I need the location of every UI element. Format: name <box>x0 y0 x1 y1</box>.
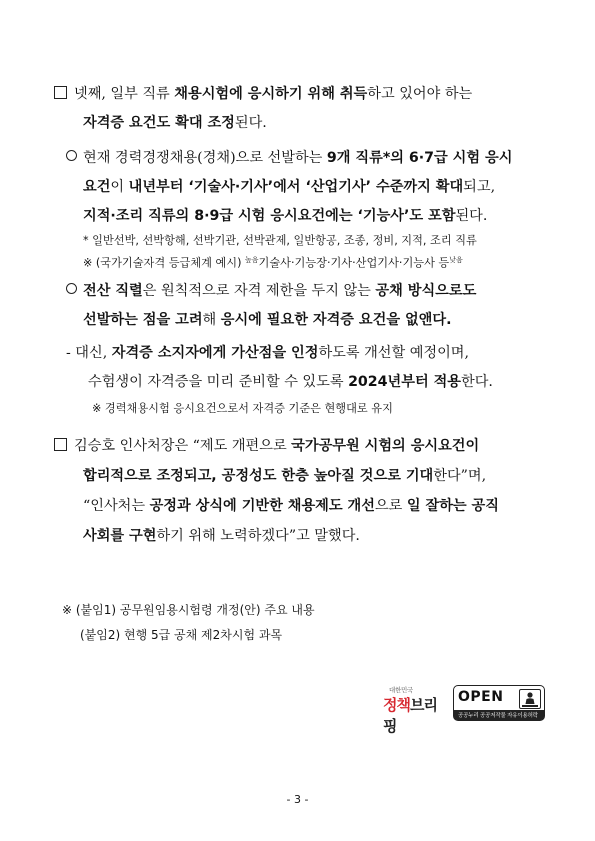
footnote-directions: * 일반선박, 선박항해, 선박기관, 선박관제, 일반항공, 조종, 정비, 지적, 조리 직류 <box>83 234 477 247</box>
footer-logos <box>383 683 543 735</box>
dash1-line1: - 대신, 자격증 소지자에게 가산점을 인정하도록 개선할 예정이며, <box>66 345 470 361</box>
square-bullet-icon <box>54 86 67 99</box>
square-bullet-icon <box>54 438 67 451</box>
policy-briefing-wordmark: 정책브리핑 <box>383 696 437 735</box>
circle-bullet-icon <box>66 283 77 294</box>
attachment-1: ※ (붙임1) 공무원임용시험령 개정(안) 주요 내용 <box>62 603 315 617</box>
bullet1-line2: 요건이 내년부터 ‘기술사·기사’에서 ‘산업기사’ 수준까지 확대되고, <box>83 179 496 195</box>
section5-line4: 사회를 구현하기 위해 노력하겠다”고 말했다. <box>83 528 360 544</box>
footnote-grade-example: ※ (국가기술자격 등급체계 예시) $^{높음}$기술사·기능장·기사·산업기사·기능사 등$^{낮음}$ <box>83 256 463 270</box>
footnote-career-hiring: ※ 경력채용시험 응시요건으로서 자격증 기준은 현행대로 유지 <box>92 402 393 415</box>
circle-bullet-icon <box>66 150 77 161</box>
dash1-line2: 수험생이 자격증을 미리 준비할 수 있도록 2024년부터 적용한다. <box>88 374 493 390</box>
bullet2-line2: 선발하는 점을 고려해 응시에 필요한 자격증 요건을 없앤다. <box>83 312 452 328</box>
bullet2-line1: 전산 직렬은 원칙적으로 자격 제한을 두지 않는 공채 방식으로도 <box>66 277 476 306</box>
section5-line2: 합리적으로 조정되고, 공정성도 한층 높아질 것으로 기대한다”며, <box>83 468 487 484</box>
page-number: - 3 - <box>286 793 309 806</box>
kogl-open-badge: OPEN 공공누리 공공저작물 자유이용허락 <box>453 685 545 721</box>
bullet1-line1: 현재 경력경쟁채용(경채)으로 선발하는 9개 직류*의 6·7급 시험 응시 <box>66 144 512 173</box>
section5-line3: “인사처는 공정과 상식에 기반한 채용제도 개선으로 일 잘하는 공직 <box>83 498 499 514</box>
bullet1-line3: 지적·조리 직류의 8·9급 시험 응시요건에는 ‘기능사’도 포함된다. <box>83 208 488 224</box>
section4-line1: 넷째, 일부 직류 채용시험에 응시하기 위해 취득하고 있어야 하는 <box>54 80 472 109</box>
section5-line1: 김승호 인사처장은 “제도 개편으로 국가공무원 시험의 응시요건이 <box>54 432 479 461</box>
kogl-caption-bar: 공공누리 공공저작물 자유이용허락 <box>454 710 544 720</box>
attachment-2: (붙임2) 현행 5급 공채 제2차시험 과목 <box>80 628 283 642</box>
attribution-person-icon <box>519 689 541 709</box>
section4-line2: 자격증 요건도 확대 조정된다. <box>83 115 267 131</box>
policy-briefing-logo: 대한민국 정책브리핑 <box>383 683 449 723</box>
